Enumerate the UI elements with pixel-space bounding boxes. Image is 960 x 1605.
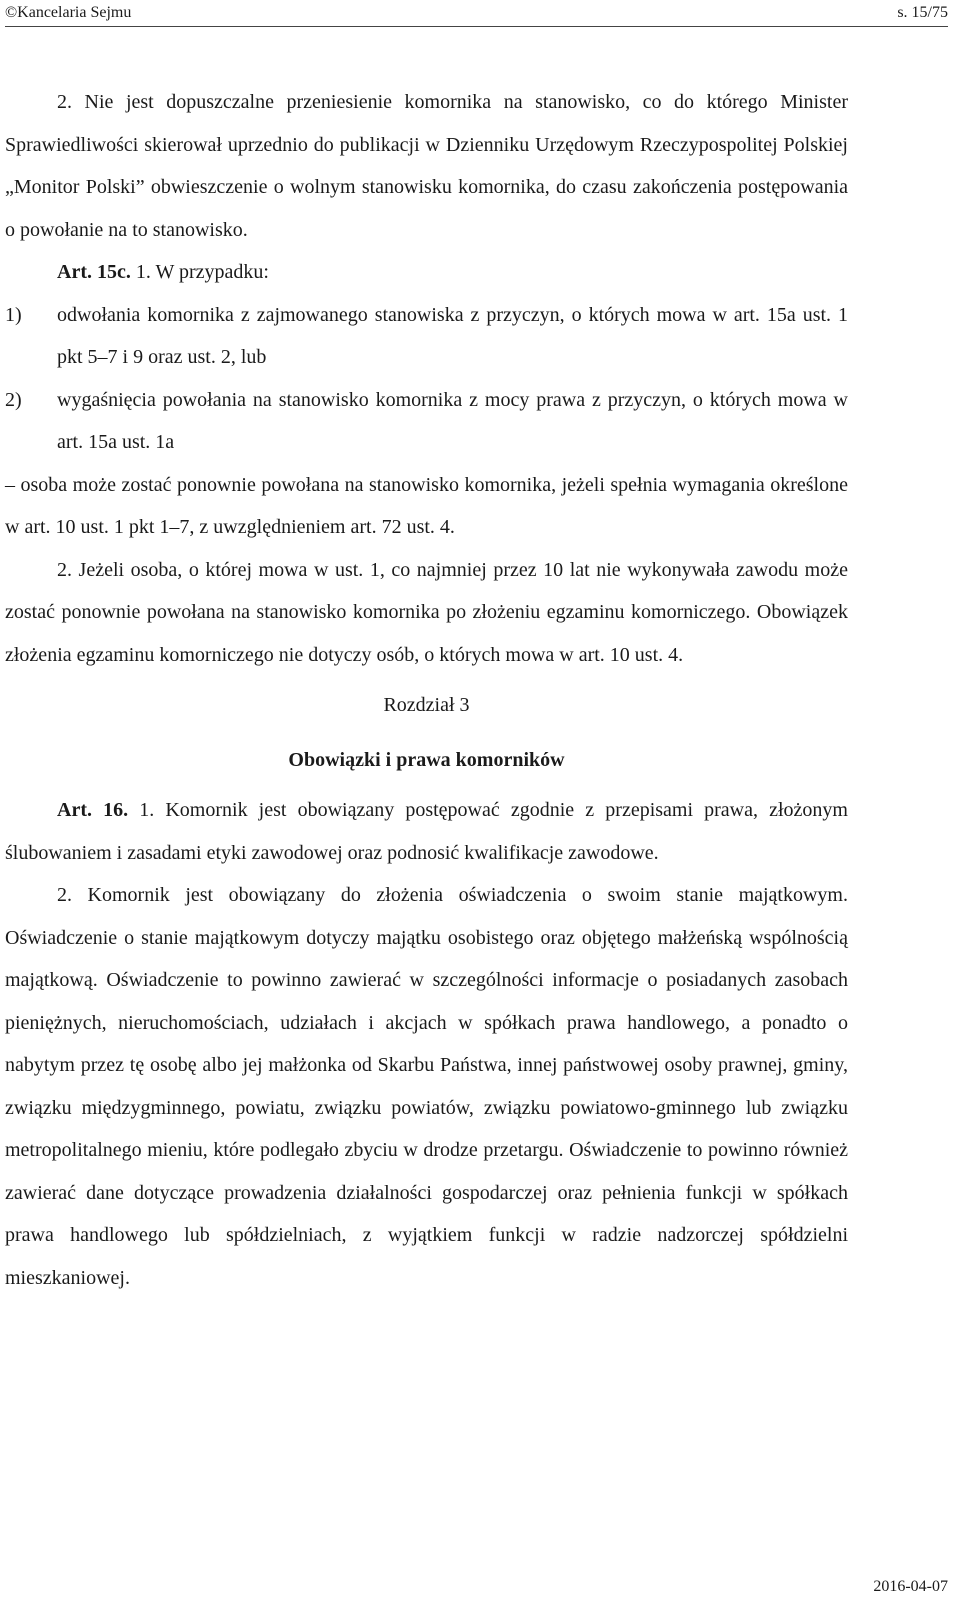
list-item-number: 2) bbox=[5, 388, 22, 411]
article-text-15c: 1. W przypadku: bbox=[130, 261, 269, 283]
page-number: s. 15/75 bbox=[897, 4, 948, 21]
list-item-number: 1) bbox=[5, 303, 22, 326]
document-body bbox=[5, 81, 848, 1299]
list-item-2 bbox=[5, 379, 848, 464]
paragraph-art16-2: 2. Komornik jest obowiązany do złożenia oświadczenia o swoim stanie majątkowym. Oświadczenie o stanie majątkowym dotyczy majątku osobistego oraz objętego małżeńską wspólnością majątkową. Oświadczenie to powinno zawierać w szczególności informacje o posiadanych zasobach pieniężnych, nieruchomościach, udziałach i akcjach w spółkach prawa handlowego, a ponadto o nabytym przez tę osobę albo jej małżonka od Skarbu Państwa, innej państwowej osoby prawnej, gminy, związku międzygminnego, powiatu, związku powiatów, związku powiatowo-gminnego lub związku metropolitalnego mieniu, które podlegało zbyciu w drodze przetargu. Oświadczenie to powinno również zawierać dane dotyczące prowadzenia działalności gospodarczej oraz pełnienia funkcji w spółkach prawa handlowego lub spółdzielniach, z wyjątkiem funkcji w radzie nadzorczej spółdzielni mieszkaniowej. bbox=[5, 884, 848, 1289]
paragraph-dash: – osoba może zostać ponownie powołana na stanowisko komornika, jeżeli spełnia wymagania określone w art. 10 ust. 1 pkt 1–7, z uwzględnieniem art. 72 ust. 4. bbox=[5, 473, 848, 538]
footer-date: 2016-04-07 bbox=[873, 1578, 948, 1595]
paragraph-art15c-2: 2. Jeżeli osoba, o której mowa w ust. 1, co najmniej przez 10 lat nie wykonywała zawodu może zostać ponownie powołana na stanowisko komornika po złożeniu egzaminu komorniczego. Obowiązek złożenia egzaminu komorniczego nie dotyczy osób, o których mowa w art. 10 ust. 4. bbox=[5, 558, 848, 666]
article-text-16: 1. Komornik jest obowiązany postępować zgodnie z przepisami prawa, złożonym ślubowaniem i zasadami etyki zawodowej oraz podnosić kwalifikacje zawodowe. bbox=[5, 799, 848, 864]
paragraph-art16-1 bbox=[5, 789, 848, 874]
list-item-1 bbox=[5, 294, 848, 379]
chapter-title: Obowiązki i prawa komorników bbox=[288, 748, 565, 771]
chapter-heading: Rozdział 3 bbox=[383, 694, 470, 716]
paragraph-art15b-2: 2. Nie jest dopuszczalne przeniesienie komornika na stanowisko, co do którego Minister Sprawiedliwości skierował uprzednio do publikacji w Dzienniku Urzędowym Rzeczypospolitej Polskiej „Monitor Polski” obwieszczenie o wolnym stanowisku komornika, do czasu zakończenia postępowania o powołanie na to stanowisko. bbox=[5, 91, 848, 241]
header-divider bbox=[5, 26, 948, 27]
header-left: ©Kancelaria Sejmu bbox=[5, 4, 132, 21]
list-item-text: wygaśnięcia powołania na stanowisko komornika z mocy prawa z przyczyn, o których mowa w art. 15a ust. 1a bbox=[57, 388, 848, 453]
article-label-15c: Art. 15c. bbox=[57, 261, 131, 283]
article-label-16: Art. 16. bbox=[57, 799, 129, 821]
list-item-text: odwołania komornika z zajmowanego stanowiska z przyczyn, o których mowa w art. 15a ust. 1 pkt 5–7 i 9 oraz ust. 2, lub bbox=[57, 303, 848, 368]
paragraph-art15c-1 bbox=[5, 251, 848, 294]
